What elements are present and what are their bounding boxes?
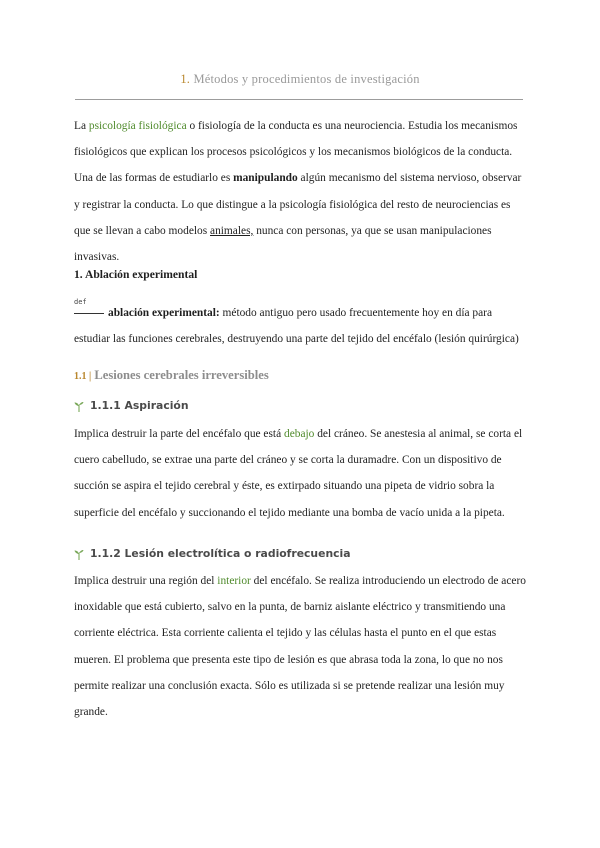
bold-term: manipulando	[233, 172, 298, 185]
aspiracion-text: Implica destruir la parte del encéfalo que está	[74, 428, 284, 440]
sprout-icon	[74, 548, 84, 560]
section-heading-ablacion: 1. Ablación experimental	[74, 268, 198, 281]
lesion-text: del encéfalo. Se realiza introduciendo un electrodo de acero inoxidable que está cubierto, salvo en la punta, de barniz aislante eléctrico y transmitiendo una corriente eléctrica. Esta corriente calienta el tejido y las células hasta el punto en el que estas mueren. El problema que presenta este tipo de lesión es que abrasa toda la zona, lo que no nos permite realizar una conclusión exacta. Sólo es utilizada si se pretende realizar una lesión muy grande.	[74, 575, 526, 719]
header-title: Métodos y procedimientos de investigación	[193, 72, 420, 86]
lesion-text: Implica destruir una región del	[74, 575, 218, 587]
aspiracion-paragraph	[74, 421, 526, 526]
definition-paragraph	[74, 300, 526, 352]
heading-aspiracion-label: 1.1.1 Aspiración	[90, 399, 189, 412]
header-number: 1.	[180, 72, 191, 86]
subsection-title: Lesiones cerebrales irreversibles	[91, 368, 269, 382]
intro-text: nunca con personas, ya que se usan manipulaciones invasivas.	[74, 224, 492, 264]
intro-paragraph	[74, 113, 526, 270]
psicologia-fisiologica-link[interactable]: psicología fisiológica	[88, 120, 187, 132]
heading-aspiracion	[74, 399, 189, 412]
heading-lesion-label: 1.1.2 Lesión electrolítica o radiofrecuencia	[90, 547, 351, 560]
interior-link[interactable]: interior	[217, 575, 251, 587]
definition-term: ablación experimental:	[108, 307, 220, 319]
sprout-icon	[74, 400, 84, 412]
lesion-paragraph	[74, 568, 526, 725]
subsection-number: 1.1 |	[74, 371, 92, 382]
intro-text: La	[74, 120, 89, 132]
debajo-link[interactable]: debajo	[284, 428, 315, 440]
definition-tag: def	[74, 298, 87, 306]
heading-lesion-electrolitica	[74, 547, 351, 560]
definition-text: método antiguo pero usado frecuentemente hoy en día para estudiar las funciones cerebrales, destruyendo una parte del tejido del encéfalo (lesión quirúrgica)	[74, 307, 519, 346]
intro-text: algún mecanismo del sistema nervioso, observar y registrar la conducta. Lo que distingue a la psicología fisiológica del resto de neurociencias es que se llevan a cabo modelos	[74, 172, 522, 237]
intro-text: o fisiología de la conducta es una neurociencia. Estudia los mecanismos fisiológicos que explican los procesos psicológicos y los mecanismos biológicos de la conducta. Una de las formas de estudiarlo es	[74, 120, 518, 185]
header-divider	[75, 99, 523, 100]
aspiracion-text: del cráneo. Se anestesia al animal, se corta el cuero cabelludo, se extrae una parte del cráneo y se corta la duramadre. Con un dispositivo de succión se aspira el tejido cerebral y éste, es extirpado situando una pipeta de vidrio sobra la superficie del encéfalo y succionando el tejido mediante una bomba de vacío unida a la pipeta.	[74, 428, 523, 519]
page-header	[0, 72, 600, 87]
subsection-heading-lesiones	[74, 368, 269, 383]
underlined-term: animales,	[210, 224, 254, 237]
